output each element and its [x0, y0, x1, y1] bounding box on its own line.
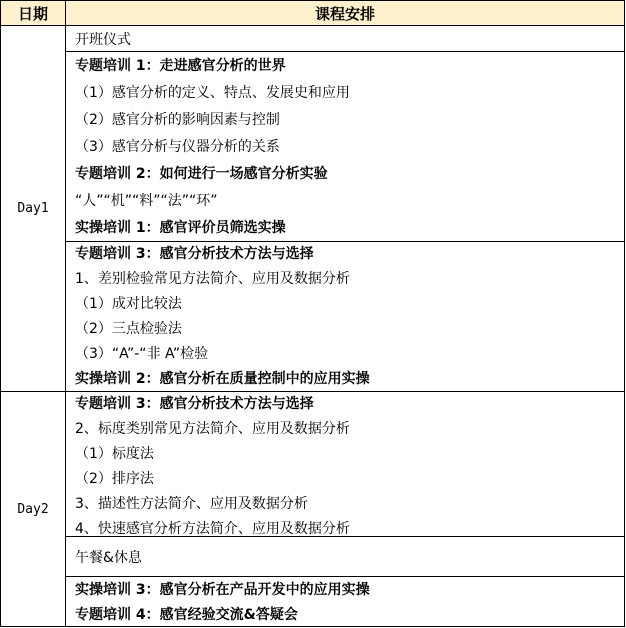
session-item: （1）感官分析的定义、特点、发展史和应用 [75, 85, 350, 101]
session-item: “人”“机”“料”“法”“环” [75, 193, 218, 209]
session-title: 专题培训 4：感官经验交流&答疑会 [75, 607, 298, 623]
session-item: （1）成对比较法 [75, 296, 182, 312]
session-item: （2）三点检验法 [75, 321, 182, 337]
header-schedule: 课程安排 [66, 1, 625, 26]
day2-label: Day2 [1, 392, 66, 627]
session-title: 专题培训 1：走进感官分析的世界 [75, 58, 286, 74]
practical-title: 实操培训 2：感官分析在质量控制中的应用实操 [75, 371, 370, 387]
practical-title: 实操培训 3：感官分析在产品开发中的应用实操 [75, 582, 370, 598]
session-item: 2、标度类别常见方法简介、应用及数据分析 [75, 421, 350, 437]
session-item: 1、差别检验常见方法简介、应用及数据分析 [75, 271, 350, 287]
session-title: 专题培训 2：如何进行一场感官分析实验 [75, 166, 328, 182]
session-item: （2）排序法 [75, 471, 154, 487]
session-item: （3）“A”-“非 A”检验 [75, 346, 209, 362]
day1-session-block-2 [66, 242, 625, 392]
day2-session-block-3 [66, 577, 625, 627]
session-item: （3）感官分析与仪器分析的关系 [75, 139, 280, 155]
session-item: （1）标度法 [75, 446, 154, 462]
day2-lunch-break: 午餐&休息 [66, 537, 625, 577]
header-date: 日期 [1, 1, 66, 26]
session-title: 专题培训 3：感官分析技术方法与选择 [75, 246, 314, 262]
practical-title: 实操培训 1：感官评价员筛选实操 [75, 220, 286, 236]
session-item: 3、描述性方法简介、应用及数据分析 [75, 496, 308, 512]
day1-opening-ceremony: 开班仪式 [66, 26, 625, 52]
session-item: 4、快速感官分析方法简介、应用及数据分析 [75, 521, 350, 537]
day2-session-block-1 [66, 392, 625, 537]
day1-label: Day1 [1, 26, 66, 392]
day1-session-block-1 [66, 52, 625, 242]
session-title: 专题培训 3：感官分析技术方法与选择 [75, 396, 314, 412]
session-item: （2）感官分析的影响因素与控制 [75, 112, 280, 128]
